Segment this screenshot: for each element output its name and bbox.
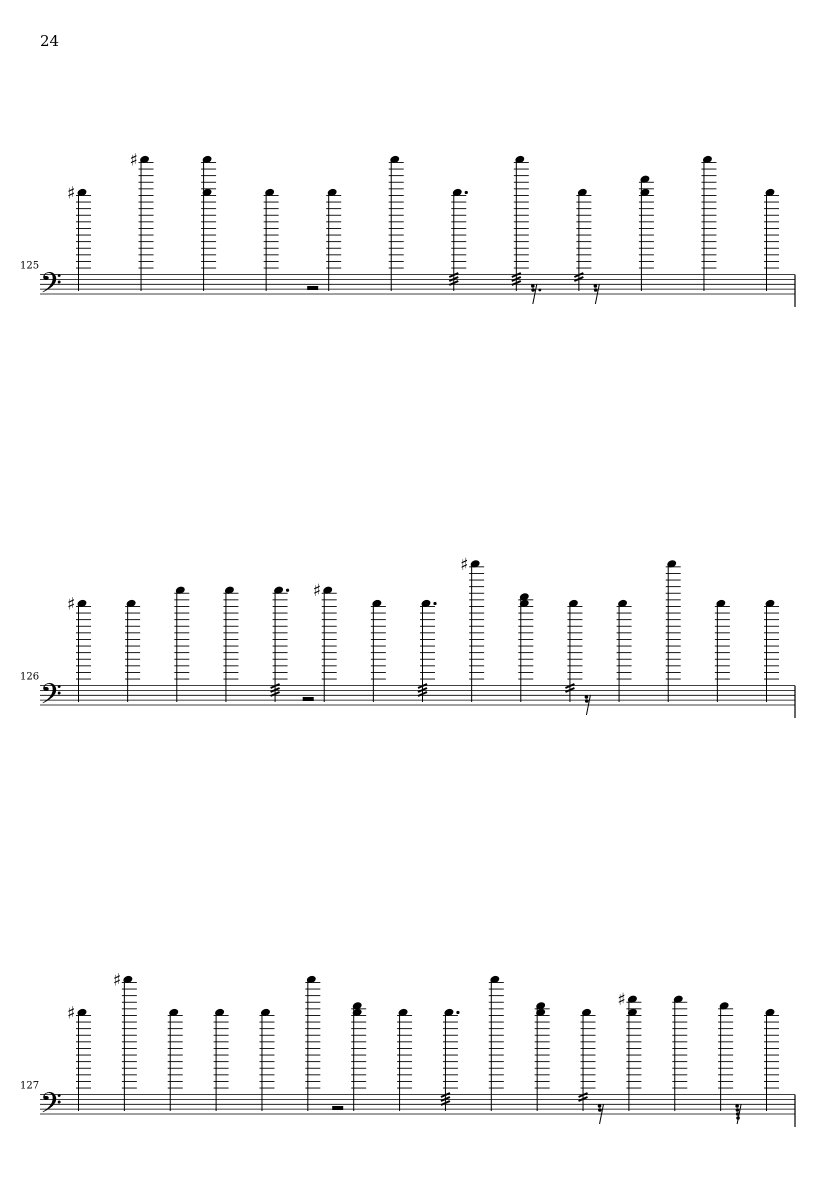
note <box>397 1008 412 1111</box>
rest-flag <box>531 284 535 288</box>
rest-flag <box>585 699 589 703</box>
rest-flag <box>585 695 589 699</box>
note <box>460 555 484 702</box>
note <box>264 188 279 291</box>
sharp-icon: ♯ <box>67 1003 76 1024</box>
note <box>489 975 504 1111</box>
sharp-icon: ♯ <box>67 183 76 204</box>
note <box>441 1008 460 1111</box>
rest-flag <box>736 1108 740 1112</box>
note <box>617 990 641 1111</box>
note <box>201 155 216 291</box>
augmentation-dot <box>465 191 468 194</box>
note <box>764 1008 779 1111</box>
note <box>303 581 337 702</box>
half-rest <box>307 286 318 290</box>
bass-clef-icon: 𝄢 <box>40 1087 62 1127</box>
staff-system <box>20 970 795 1127</box>
note <box>389 155 404 291</box>
staff-system <box>20 555 795 718</box>
note <box>701 155 716 291</box>
rest-flag <box>594 288 598 292</box>
bass-clef-icon: 𝄢 <box>40 267 62 307</box>
note <box>764 188 779 291</box>
note <box>214 1008 229 1111</box>
note <box>223 585 238 702</box>
staff-system <box>20 150 795 307</box>
note <box>271 585 290 702</box>
sharp-icon: ♯ <box>129 150 138 171</box>
note <box>565 599 590 715</box>
sharp-icon: ♯ <box>112 970 122 991</box>
measure-number: 125 <box>20 260 40 272</box>
note <box>125 599 140 702</box>
note <box>418 599 437 702</box>
note <box>715 599 730 702</box>
note <box>764 599 779 702</box>
augmentation-dot <box>286 589 289 592</box>
rest-flag <box>594 284 598 288</box>
note <box>371 599 386 702</box>
page-number: 24 <box>40 32 60 50</box>
rest-flag <box>531 288 535 292</box>
sharp-icon: ♯ <box>67 594 76 615</box>
note <box>449 188 468 291</box>
note <box>168 1008 183 1111</box>
note <box>512 155 541 304</box>
rest-flag <box>598 1108 602 1112</box>
note <box>574 188 599 304</box>
rest-flag <box>736 1116 740 1120</box>
rest-dot <box>538 289 541 292</box>
augmentation-dot <box>456 1011 459 1014</box>
note <box>305 975 320 1111</box>
note <box>174 585 189 702</box>
note <box>617 599 632 702</box>
note <box>113 970 137 1111</box>
note <box>639 174 654 291</box>
augmentation-dot <box>433 602 436 605</box>
rest-flag <box>736 1112 740 1116</box>
note <box>307 188 341 291</box>
measure-number: 126 <box>20 671 40 683</box>
half-rest <box>303 697 314 701</box>
sharp-icon: ♯ <box>460 554 469 575</box>
sharp-icon: ♯ <box>617 990 626 1011</box>
note <box>718 1001 741 1124</box>
half-rest <box>332 1106 343 1110</box>
sharp-icon: ♯ <box>312 581 321 602</box>
note <box>579 1008 604 1124</box>
measure-number: 127 <box>20 1080 40 1092</box>
rest-flag <box>735 1104 739 1108</box>
note <box>666 559 681 702</box>
note <box>259 1008 274 1111</box>
rest-flag <box>598 1104 602 1108</box>
note <box>672 994 687 1111</box>
bass-clef-icon: 𝄢 <box>40 678 62 718</box>
note <box>130 150 154 291</box>
